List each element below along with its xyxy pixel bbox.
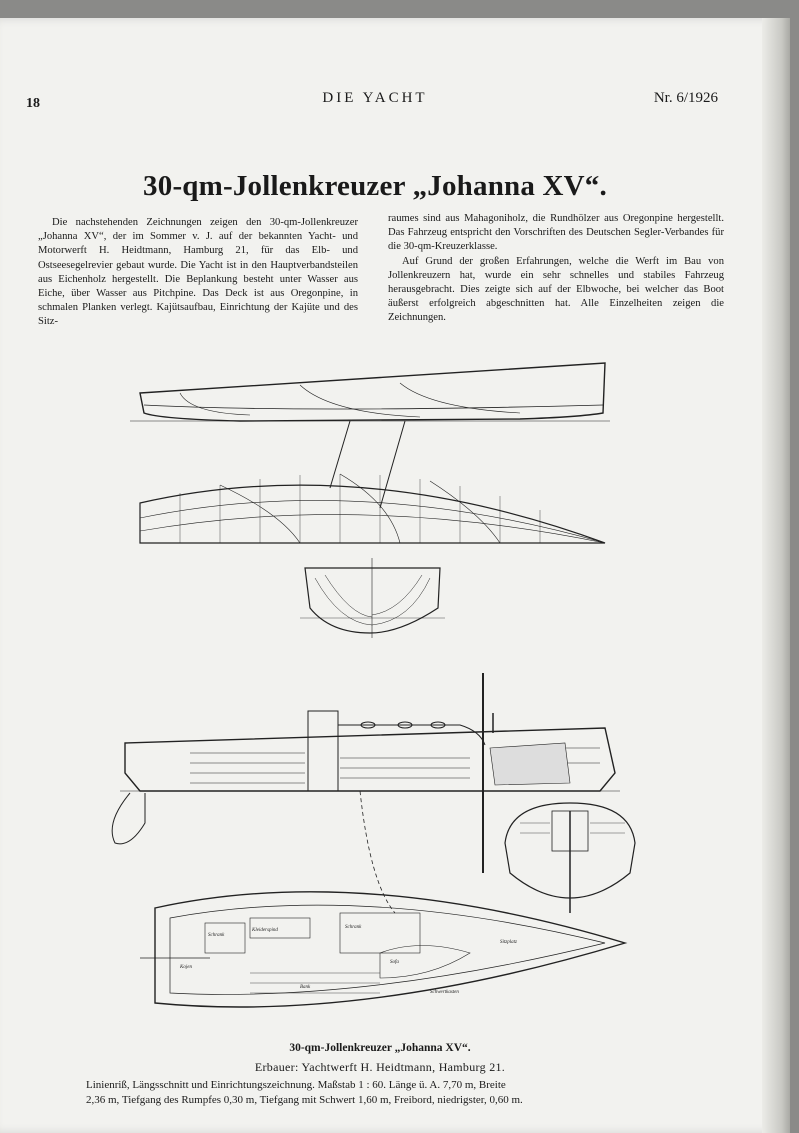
specs-line: Linienriß, Längsschnitt und Einrichtungszeichnung. Maßstab 1 : 60. Länge ü. A. 7,70 m, Breite [86, 1079, 506, 1091]
hull-longitudinal-section [112, 673, 620, 913]
article-paragraph: Die nachstehenden Zeichnungen zeigen den 30-qm-Jollenkreuzer „Johanna XV“, der im Sommer v. J. auf der bekannten Yacht- und Motorwerft H. Heidtmann, Hamburg 21, für das Elb- und Ostseesegelrevier gebaut wurde. Die Yacht ist in den Hauptverbandsteilen aus Eichenholz hergestellt. Die Beplankung besteht unter Wasser aus Eiche, über Wasser aus Pitchpine. Das Deck ist aus Oregonpine, in schmalen Planken verlegt. Kajütsaufbau, Einrichtung der Kajüte und des Sitz- [38, 217, 358, 328]
article-paragraph: Auf Grund der großen Erfahrungen, welche die Werft im Bau von Jollenkreuzern hat, wurde ein sehr schnelles und stabiles Fahrzeug herausgebracht. Dies zeigte sich auf der Elbwoche, bei welcher das Boot äußerst erfolgreich abgeschnitten hat. Alle Einzelheiten zeigen die Zeichnungen. [388, 255, 724, 324]
page-gutter-shadow [762, 18, 790, 1133]
article-column-left [38, 216, 358, 330]
specs-line: 2,36 m, Tiefgang des Rumpfes 0,30 m, Tiefgang mit Schwert 1,60 m, Freibord, niedrigster, 0,60 m. [86, 1094, 523, 1106]
article-paragraph-continued: raumes sind aus Mahagoniholz, die Rundhölzer aus Oregonpine hergestellt. Das Fahrzeug entspricht den Vorschriften des Deutschen Segler-Verbandes für die 30-qm-Kreuzerklasse. [388, 213, 724, 253]
plan-label: Bank [300, 985, 311, 990]
hull-cross-section [505, 803, 635, 913]
plan-label: Schwertkasten [430, 990, 459, 995]
hull-profile-view [130, 363, 610, 508]
article-title: 30-qm-Jollenkreuzer „Johanna XV“. [143, 170, 607, 202]
figure-caption-builder: Erbauer: Yachtwerft H. Heidtmann, Hamburg 21. [254, 1060, 506, 1074]
hull-body-plan-view [300, 558, 445, 638]
magazine-page [0, 18, 790, 1133]
page-number: 18 [26, 96, 40, 111]
figure-caption-title: 30-qm-Jollenkreuzer „Johanna XV“. [289, 1042, 471, 1054]
article-column-right [388, 212, 724, 326]
figure-caption-specs [86, 1078, 664, 1108]
plan-label: Kleiderspind [252, 928, 278, 933]
magazine-title: DIE YACHT [322, 90, 428, 106]
boat-technical-drawing [100, 353, 660, 1053]
hull-waterlines-view [140, 474, 605, 543]
plan-label: Sofa [390, 960, 399, 965]
plan-label: Sitzplatz [500, 940, 517, 945]
issue-number: Nr. 6/1926 [653, 90, 718, 106]
plan-label: Schrank [345, 925, 362, 930]
plan-label: Kojen [180, 965, 192, 970]
hull-accommodation-plan [140, 892, 625, 1007]
plan-label: Schrank [208, 933, 225, 938]
